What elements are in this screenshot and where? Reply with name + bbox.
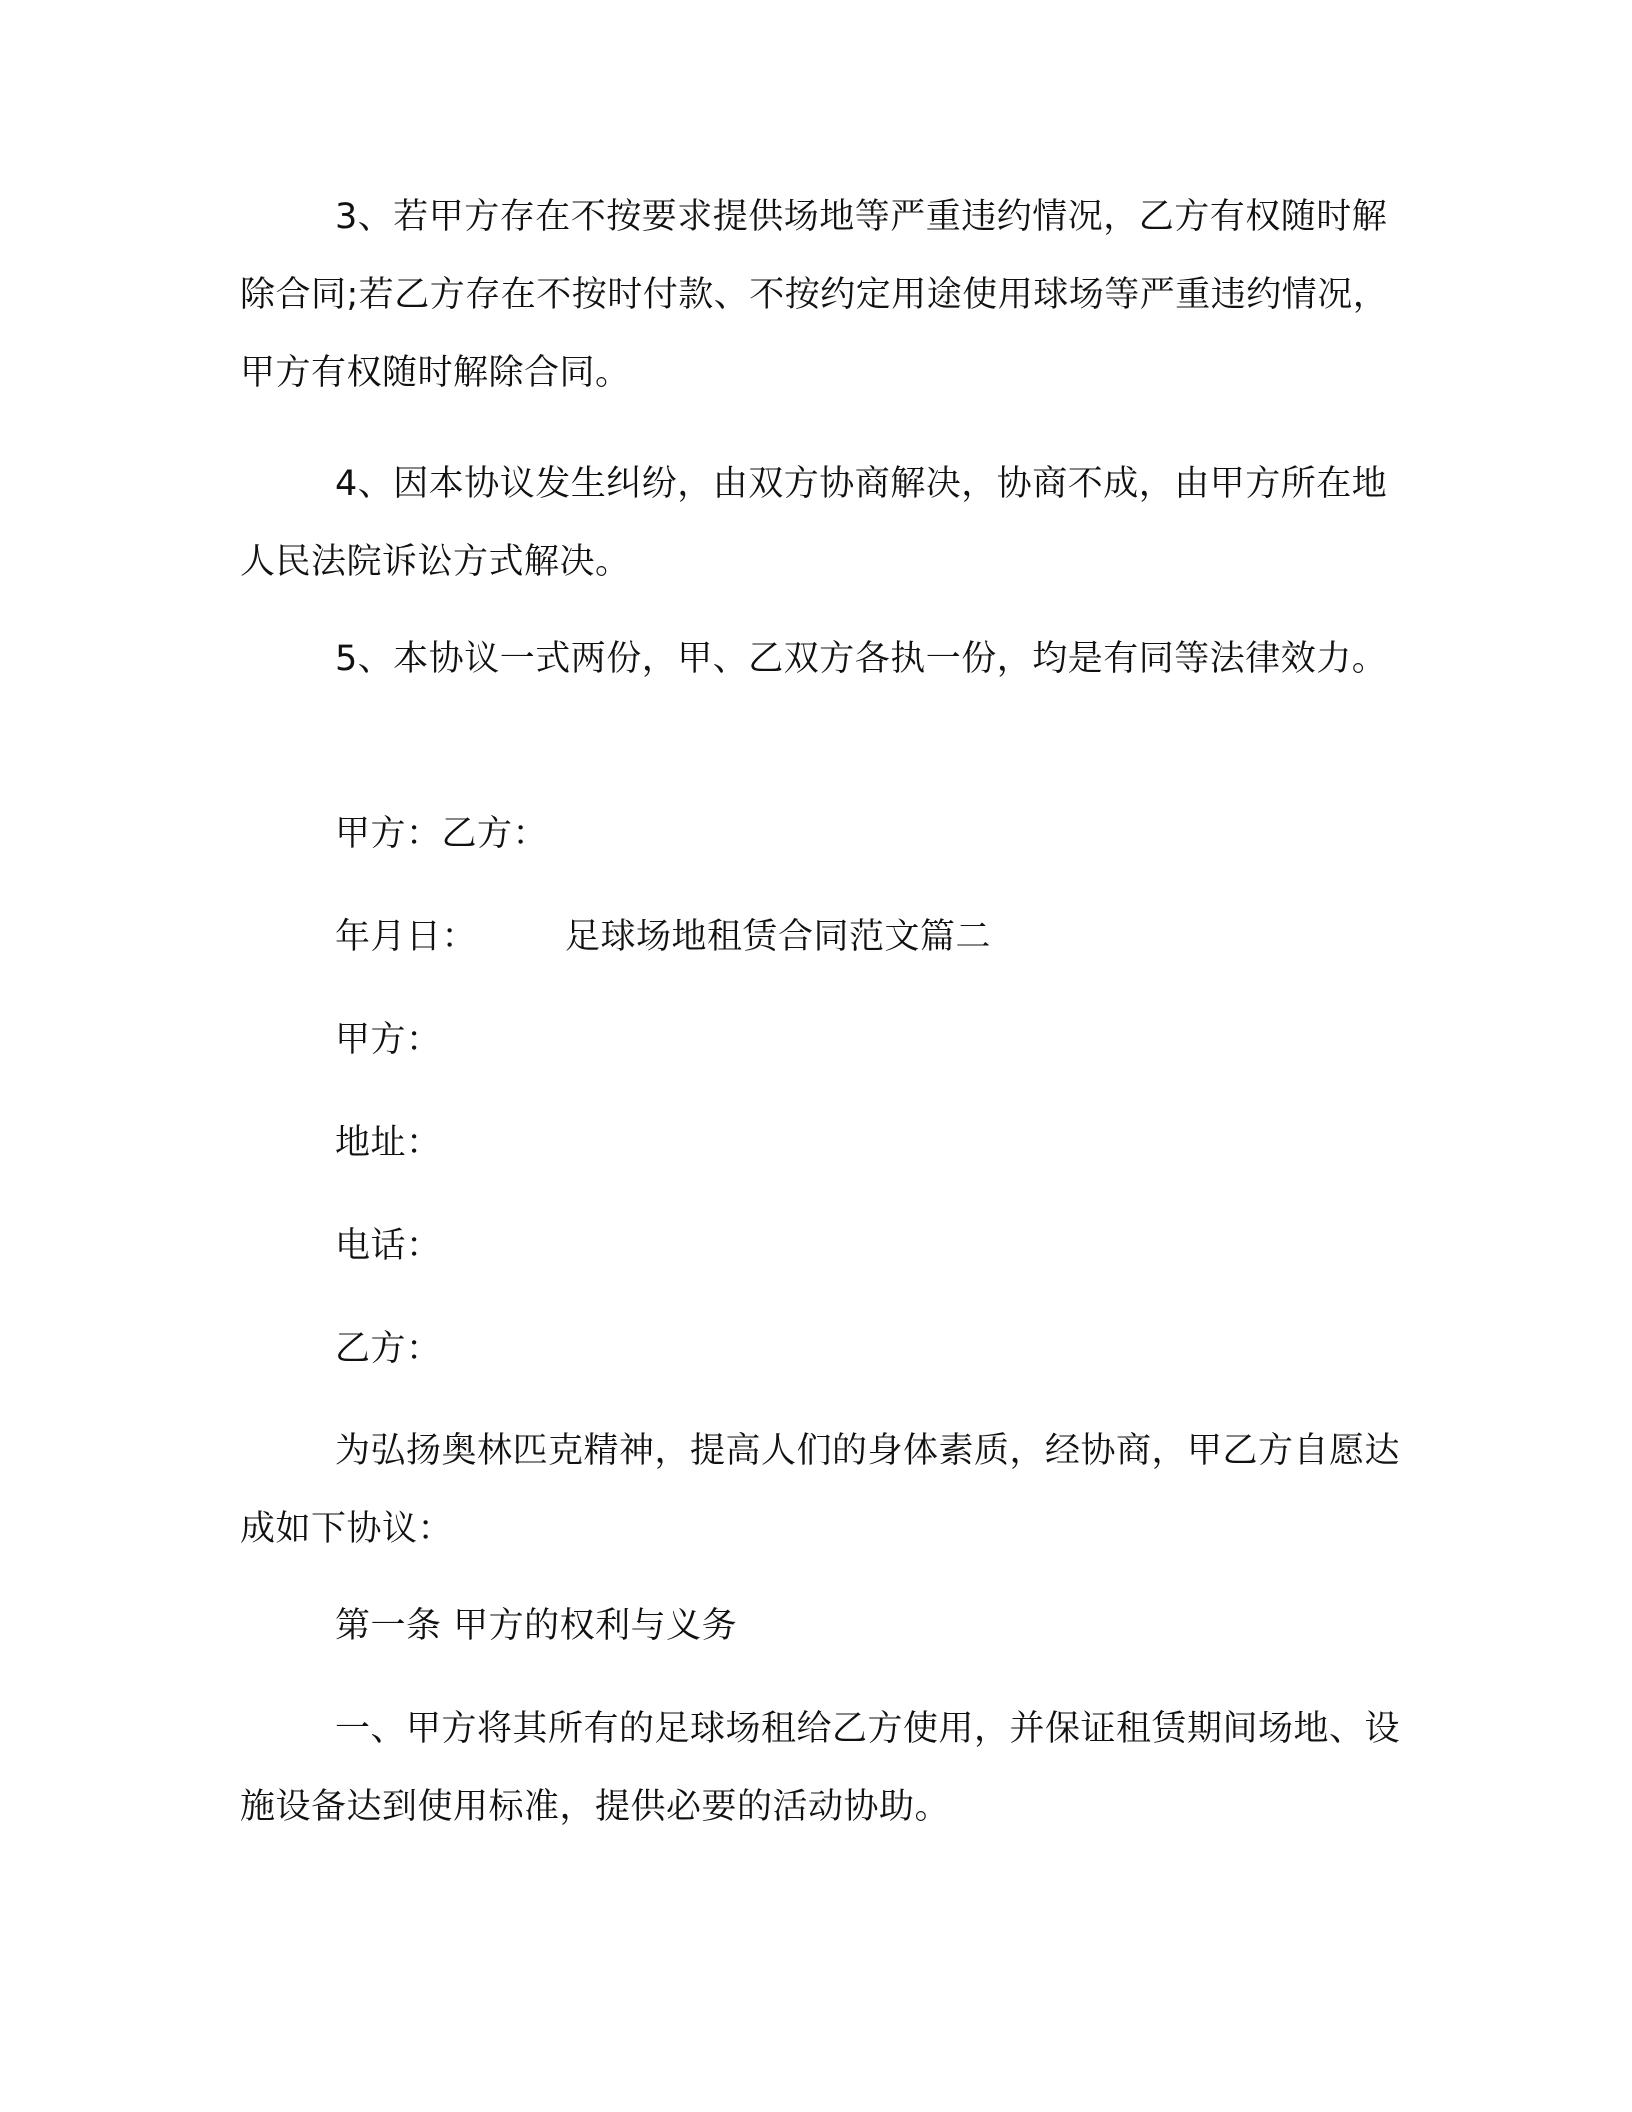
signature-parties-line: 甲方：乙方： (335, 814, 549, 854)
paragraph-clause-3: 3、若甲方存在不按要求提供场地等严重违约情况，乙方有权随时解除合同;若乙方存在不按时付款、不按约定用途使用球场等严重违约情况，甲方有权随时解除合同。 (240, 197, 1389, 393)
party-a-label: 甲方： (335, 1020, 442, 1060)
date-label: 年月日： (335, 917, 478, 957)
article-one-item-one: 一、甲方将其所有的足球场租给乙方使用，并保证租赁期间场地、设施设备达到使用标准，提供必要的活动协助。 (240, 1709, 1401, 1827)
address-label: 地址： (335, 1123, 442, 1163)
paragraph-clause-5: 5、本协议一式两份，甲、乙双方各执一份，均是有同等法律效力。 (335, 639, 1388, 679)
agreement-intro-paragraph: 为弘扬奥林匹克精神，提高人们的身体素质，经协商，甲乙方自愿达成如下协议： (240, 1431, 1401, 1549)
section-title: 足球场地租赁合同范文篇二 (565, 917, 992, 957)
date-and-title-line (335, 898, 991, 976)
article-one-heading: 第一条 甲方的权利与义务 (335, 1606, 738, 1646)
paragraph-clause-4: 4、因本协议发生纠纷，由双方协商解决，协商不成，由甲方所在地人民法院诉讼方式解决。 (240, 464, 1388, 582)
phone-label: 电话： (335, 1226, 442, 1266)
party-b-label: 乙方： (335, 1329, 442, 1369)
